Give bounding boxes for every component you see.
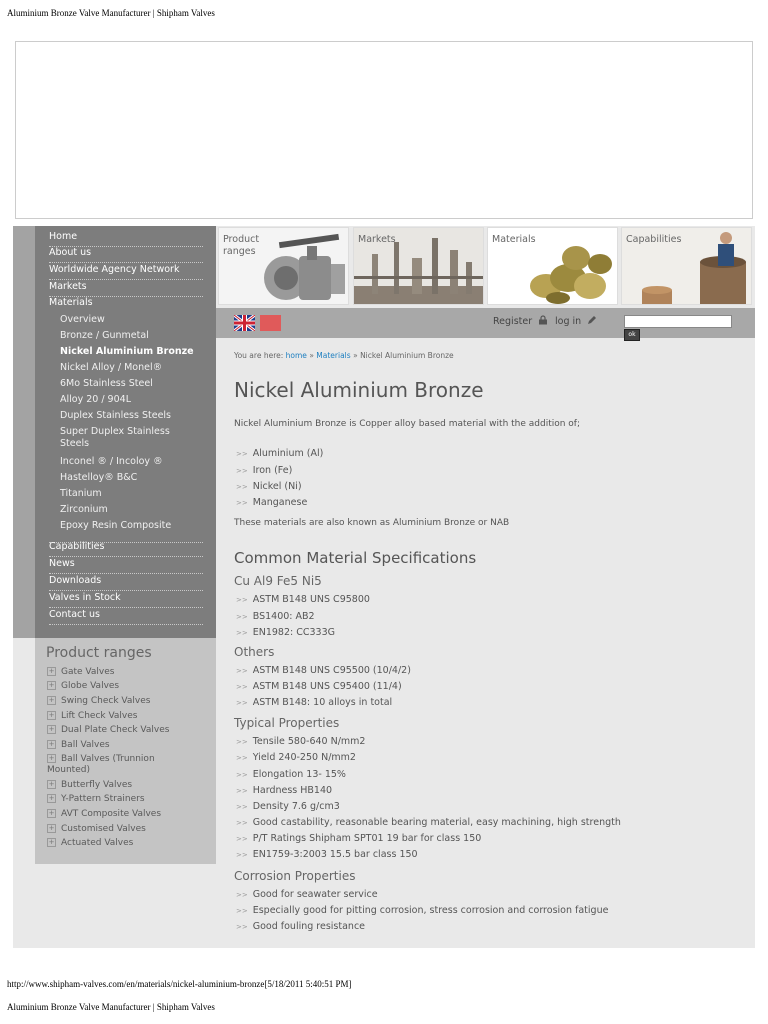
product-link-actuated-valves[interactable]: + Actuated Valves bbox=[48, 838, 134, 848]
plus-icon: + bbox=[48, 681, 55, 689]
breadcrumb-prefix: You are here: bbox=[234, 351, 284, 360]
main-nav bbox=[35, 226, 216, 638]
breadcrumb-separator: » bbox=[353, 351, 358, 360]
nav-sub-zirconium[interactable]: Zirconium bbox=[60, 504, 108, 515]
pdf-url-stamp: http://www.shipham-valves.com/en/materials/nickel-aluminium-bronze[5/18/2011 5:40:51 PM] bbox=[7, 979, 352, 989]
breadcrumb-home-link[interactable]: home bbox=[285, 351, 307, 360]
list-item: >> ASTM B148: 10 alloys in total bbox=[236, 697, 393, 708]
nav-sub-super-duplex-stainless-steels[interactable]: Super Duplex Stainless Steels bbox=[60, 426, 170, 449]
nav-about-us[interactable]: About us bbox=[49, 247, 203, 263]
nav-sub-overview[interactable]: Overview bbox=[60, 314, 105, 325]
tile-capabilities[interactable] bbox=[621, 227, 752, 305]
plus-icon: + bbox=[48, 809, 55, 817]
nav-sub-alloy-20-904l[interactable]: Alloy 20 / 904L bbox=[60, 394, 131, 405]
plus-icon: + bbox=[48, 711, 55, 719]
nav-sub-nickel-alloy-monel[interactable]: Nickel Alloy / Monel® bbox=[60, 362, 163, 373]
cu-heading: Cu Al9 Fe5 Ni5 bbox=[234, 574, 322, 588]
pdf-page-title-bottom: Aluminium Bronze Valve Manufacturer | Shipham Valves bbox=[7, 1002, 215, 1012]
list-item: >> P/T Ratings Shipham SPT01 19 bar for class 150 bbox=[236, 833, 482, 844]
tile-markets[interactable] bbox=[353, 227, 484, 305]
uk-flag-icon[interactable] bbox=[234, 315, 255, 331]
product-link-ball-valves-trunnion[interactable]: + Ball Valves (Trunnion Mounted) bbox=[47, 754, 155, 775]
list-item: >> Yield 240-250 N/mm2 bbox=[236, 752, 356, 763]
search-submit-button[interactable]: ok bbox=[624, 329, 640, 341]
plus-icon: + bbox=[48, 794, 55, 802]
nav-materials[interactable]: Materials bbox=[49, 297, 93, 308]
list-item: >> Tensile 580-640 N/mm2 bbox=[236, 736, 366, 747]
list-item: >> ASTM B148 UNS C95400 (11/4) bbox=[236, 681, 402, 692]
plus-icon: + bbox=[48, 725, 55, 733]
product-link-swing-check-valves[interactable]: + Swing Check Valves bbox=[48, 696, 151, 706]
nav-worldwide-agency-network[interactable]: Worldwide Agency Network bbox=[49, 264, 203, 280]
list-item: >> Aluminium (Al) bbox=[236, 448, 324, 459]
nav-capabilities[interactable]: Capabilities bbox=[49, 541, 203, 557]
left-strip bbox=[13, 226, 35, 638]
plus-icon: + bbox=[48, 838, 55, 846]
lock-icon bbox=[538, 315, 548, 325]
plus-icon: + bbox=[48, 740, 55, 748]
register-link[interactable]: Register bbox=[493, 315, 548, 327]
toolbar bbox=[216, 308, 755, 338]
nav-markets[interactable]: Markets bbox=[49, 281, 203, 297]
corrosion-heading: Corrosion Properties bbox=[234, 869, 356, 883]
list-item: >> Especially good for pitting corrosion, stress corrosion and corrosion fatigue bbox=[236, 905, 609, 916]
breadcrumb-separator: » bbox=[309, 351, 314, 360]
product-link-butterfly-valves[interactable]: + Butterfly Valves bbox=[48, 780, 133, 790]
nav-valves-in-stock[interactable]: Valves in Stock bbox=[49, 592, 203, 608]
plus-icon: + bbox=[48, 696, 55, 704]
tile-label-capabilities: Capabilities bbox=[626, 234, 682, 245]
plus-icon: + bbox=[48, 780, 55, 788]
china-flag-icon[interactable] bbox=[260, 315, 281, 331]
product-link-y-pattern-strainers[interactable]: + Y-Pattern Strainers bbox=[48, 794, 145, 804]
nav-downloads[interactable]: Downloads bbox=[49, 575, 203, 591]
nav-sub-inconel-incoloy[interactable]: Inconel ® / Incoloy ® bbox=[60, 456, 163, 467]
plus-icon: + bbox=[48, 667, 55, 675]
banner-placeholder bbox=[15, 41, 753, 219]
nav-home[interactable]: Home bbox=[49, 231, 203, 247]
main-content bbox=[216, 338, 755, 948]
list-item: >> Good fouling resistance bbox=[236, 921, 366, 932]
list-item: >> Iron (Fe) bbox=[236, 465, 293, 476]
list-item: >> EN1982: CC333G bbox=[236, 627, 336, 638]
list-item: >> BS1400: AB2 bbox=[236, 611, 315, 622]
list-item: >> ASTM B148 UNS C95800 bbox=[236, 594, 370, 605]
spec-heading: Common Material Specifications bbox=[234, 549, 477, 567]
nav-news[interactable]: News bbox=[49, 558, 203, 574]
nav-sub-hastelloy[interactable]: Hastelloy® B&C bbox=[60, 472, 138, 483]
product-link-gate-valves[interactable]: + Gate Valves bbox=[48, 667, 115, 677]
nav-sub-6mo-stainless-steel[interactable]: 6Mo Stainless Steel bbox=[60, 378, 153, 389]
breadcrumb-current: Nickel Aluminium Bronze bbox=[360, 351, 454, 360]
breadcrumb-materials-link[interactable]: Materials bbox=[316, 351, 351, 360]
nav-sub-bronze-gunmetal[interactable]: Bronze / Gunmetal bbox=[60, 330, 149, 341]
product-link-customised-valves[interactable]: + Customised Valves bbox=[48, 824, 146, 834]
others-heading: Others bbox=[234, 645, 275, 659]
list-item: >> Nickel (Ni) bbox=[236, 481, 302, 492]
nav-sub-nickel-aluminium-bronze[interactable]: Nickel Aluminium Bronze bbox=[60, 346, 194, 357]
tile-label-markets: Markets bbox=[358, 234, 396, 245]
page-title: Nickel Aluminium Bronze bbox=[234, 378, 484, 402]
product-link-lift-check-valves[interactable]: + Lift Check Valves bbox=[48, 711, 138, 721]
nav-contact-us[interactable]: Contact us bbox=[49, 609, 203, 625]
product-link-avt-composite-valves[interactable]: + AVT Composite Valves bbox=[48, 809, 162, 819]
aka-text: These materials are also known as Aluminium Bronze or NAB bbox=[234, 518, 510, 528]
list-item: >> Good for seawater service bbox=[236, 889, 378, 900]
tile-product-ranges[interactable] bbox=[218, 227, 349, 305]
breadcrumb bbox=[234, 351, 454, 360]
list-item: >> ASTM B148 UNS C95500 (10/4/2) bbox=[236, 665, 411, 676]
list-item: >> EN1759-3:2003 15.5 bar class 150 bbox=[236, 849, 418, 860]
nav-sub-epoxy-resin-composite[interactable]: Epoxy Resin Composite bbox=[60, 520, 172, 531]
pencil-icon bbox=[587, 315, 597, 325]
plus-icon: + bbox=[48, 824, 55, 832]
tile-materials[interactable] bbox=[487, 227, 618, 305]
site-container bbox=[13, 226, 755, 948]
login-link[interactable]: log in bbox=[555, 315, 597, 327]
list-item: >> Density 7.6 g/cm3 bbox=[236, 801, 340, 812]
product-link-globe-valves[interactable]: + Globe Valves bbox=[48, 681, 120, 691]
list-item: >> Hardness HB140 bbox=[236, 785, 333, 796]
intro-text: Nickel Aluminium Bronze is Copper alloy based material with the addition of; bbox=[234, 419, 581, 429]
plus-icon: + bbox=[48, 754, 55, 762]
search-input[interactable] bbox=[624, 315, 732, 328]
nav-sub-titanium[interactable]: Titanium bbox=[60, 488, 102, 499]
product-link-ball-valves[interactable]: + Ball Valves bbox=[48, 740, 110, 750]
tile-label-materials: Materials bbox=[492, 234, 536, 245]
product-link-dual-plate-check-valves[interactable]: + Dual Plate Check Valves bbox=[48, 725, 170, 735]
nav-sub-duplex-stainless-steels[interactable]: Duplex Stainless Steels bbox=[60, 410, 171, 421]
typical-heading: Typical Properties bbox=[234, 716, 340, 730]
product-ranges-box bbox=[35, 638, 216, 864]
list-item: >> Elongation 13- 15% bbox=[236, 769, 346, 780]
tile-label-product-ranges: Product ranges bbox=[223, 234, 260, 257]
product-ranges-title: Product ranges bbox=[46, 645, 152, 661]
list-item: >> Manganese bbox=[236, 497, 308, 508]
pdf-page-title-top: Aluminium Bronze Valve Manufacturer | Shipham Valves bbox=[7, 8, 215, 18]
list-item: >> Good castability, reasonable bearing material, easy machining, high strength bbox=[236, 817, 621, 828]
